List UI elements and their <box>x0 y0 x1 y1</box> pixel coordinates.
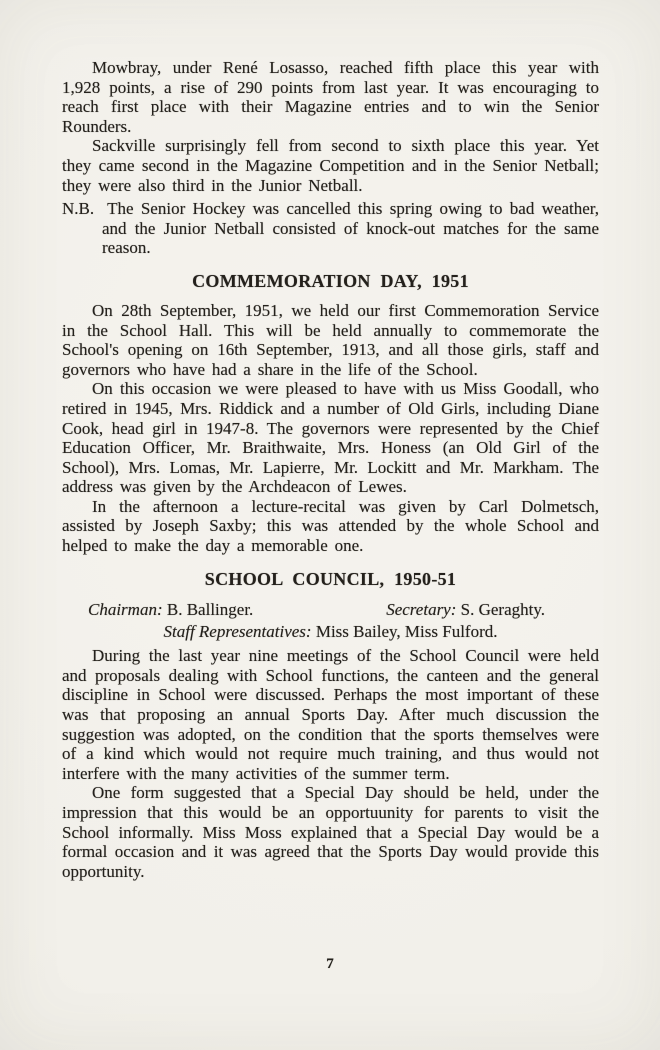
paragraph-council-2: One form suggested that a Special Day should be held, under the impression that this would be an opportuunity for parents to visit the School informally. Miss Moss explained that a Special Day would be a formal occasion and it was agreed that the Sports Day would provide this opportunity. <box>62 783 599 881</box>
nb-label: N.B. <box>62 199 95 219</box>
council-staff-line <box>62 621 599 644</box>
text-block <box>62 58 599 881</box>
secretary-name: S. Geraghty. <box>460 599 545 619</box>
page-number: 7 <box>326 956 334 972</box>
paragraph-commemoration-2: On this occasion we were pleased to have with us Miss Goodall, who retired in 1945, Mrs. Riddick and a number of Old Girls, including Diane Cook, head girl in 1947-8. The governors were represented by the Chief Education Officer, Mr. Braithwaite, Mrs. Honess (an Old Girl of the School), Mrs. Lomas, Mr. Lapierre, Mr. Lockitt and Mr. Markham. The address was given by the Archdeacon of Lewes. <box>62 379 599 497</box>
secretary-label: Secretary: <box>386 599 457 619</box>
paragraph-sackville: Sackville surprisingly fell from second to sixth place this year. Yet they came second in the Magazine Competition and in the Senior Netball; they were also third in the Junior Netball. <box>62 136 599 195</box>
section-heading-commemoration-day: COMMEMORATION DAY, 1951 <box>192 270 469 291</box>
council-chairman <box>88 599 253 621</box>
paragraph-commemoration-3: In the afternoon a lecture-recital was given by Carl Dolmetsch, assisted by Joseph Saxby; this was attended by the whole School and helped to make the day a memorable one. <box>62 496 599 556</box>
chairman-name: B. Ballinger. <box>166 599 254 619</box>
staff-representatives-names: Miss Bailey, Miss Fulford. <box>315 621 498 641</box>
nb-text: The Senior Hockey was cancelled this spring owing to bad weather, and the Junior Netball consisted of knock-out matches for the same reason. <box>102 199 599 258</box>
chairman-label: Chairman: <box>88 599 163 619</box>
paragraph-nb <box>62 199 599 258</box>
paragraph-mowbray: Mowbray, under René Losasso, reached fifth place this year with 1,928 points, a rise of 290 points from last year. It was encouraging to reach first place with their Magazine entries and to win the Senior Rounders. <box>62 58 599 136</box>
council-secretary <box>386 599 545 621</box>
council-officers-line <box>62 599 599 621</box>
paragraph-council-1: During the last year nine meetings of the School Council were held and proposals dealing with School functions, the canteen and the general discipline in School were discussed. Perhaps the most important of these was that proposing an annual Sports Day. After much discussion the suggestion was adopted, on the condition that the sports themselves were of a kind which would not require much training, and thus would not interfere with the many activities of the summer term. <box>62 646 599 783</box>
staff-representatives-label: Staff Representatives: <box>163 621 312 641</box>
section-heading-school-council: SCHOOL COUNCIL, 1950-51 <box>204 568 457 589</box>
paragraph-commemoration-1: On 28th September, 1951, we held our first Commemoration Service in the School Hall. This will be held annually to commemorate the School's opening on 16th September, 1913, and all those girls, staff and governors who have had a share in the life of the School. <box>62 300 599 379</box>
